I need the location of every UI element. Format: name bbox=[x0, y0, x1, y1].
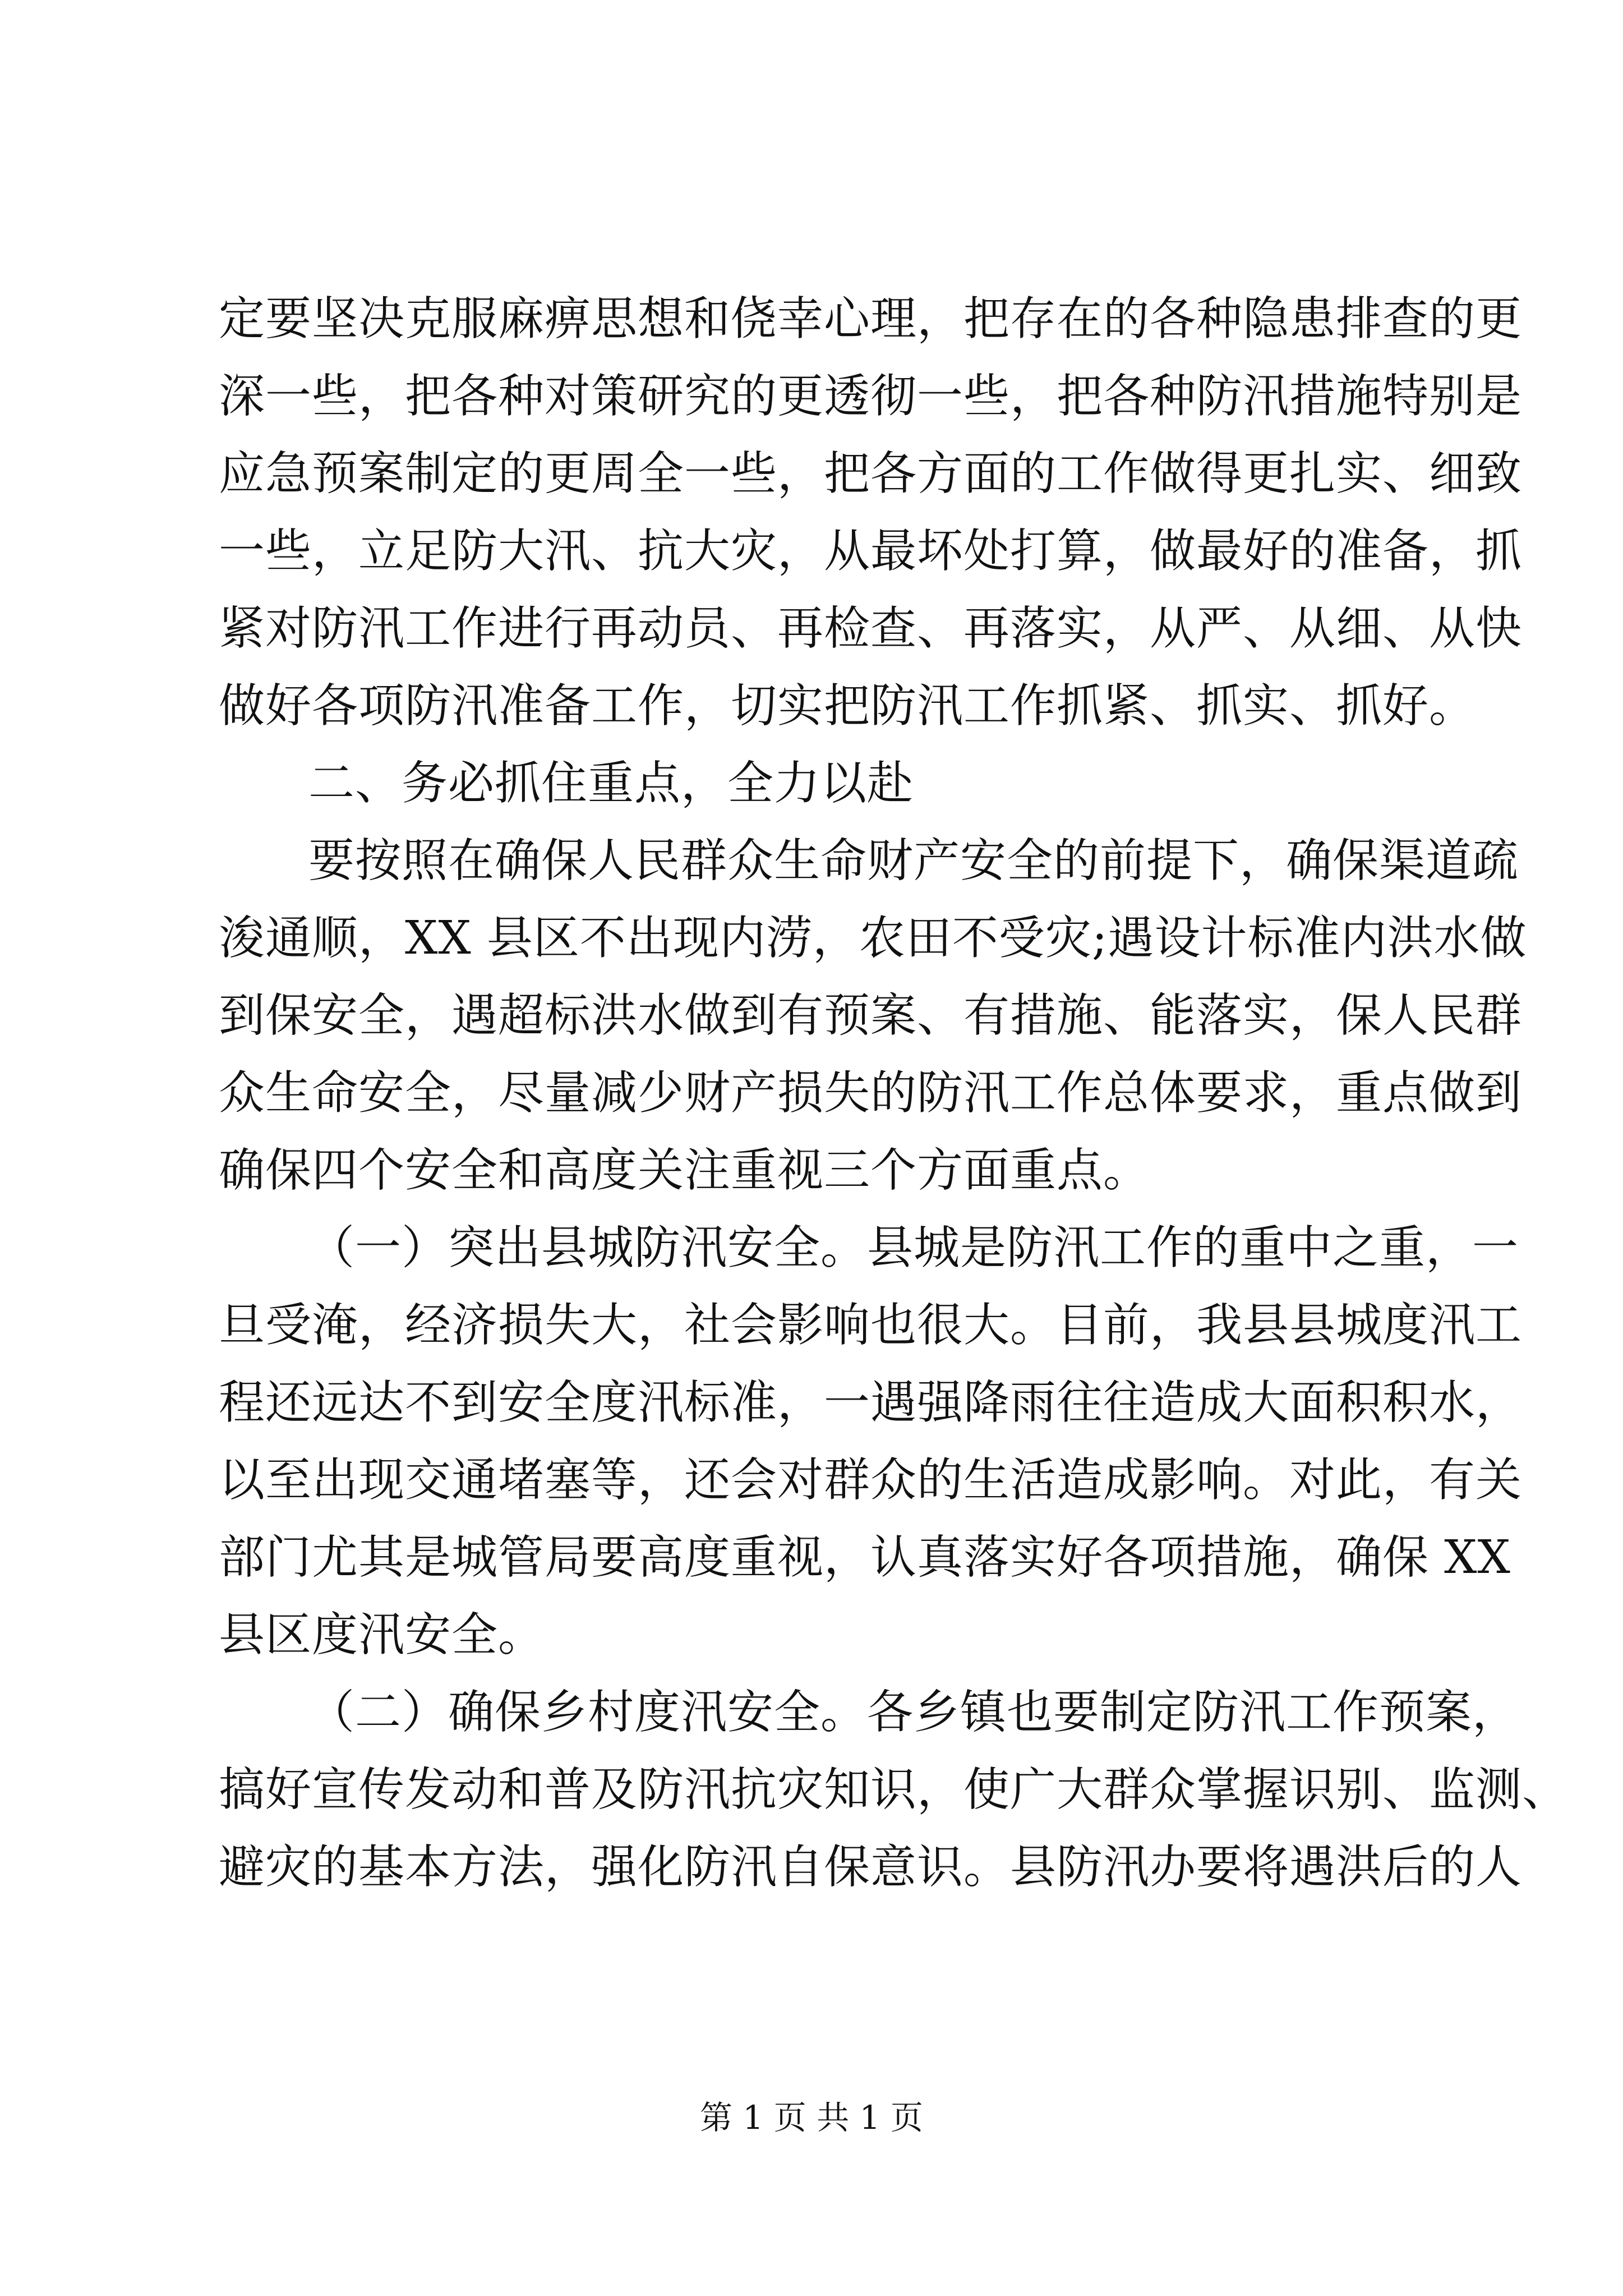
text-line: 搞好宣传发动和普及防汛抗灾知识，使广大群众掌握识别、监测、 bbox=[219, 1763, 1569, 1816]
text-line: 避灾的基本方法，强化防汛自保意识。县防汛办要将遇洪后的人 bbox=[219, 1841, 1523, 1894]
text-line: 浚通顺，XX 县区不出现内涝，农田不受灾;遇设计标准内洪水做 bbox=[219, 912, 1527, 965]
text-line: 确保四个安全和高度关注重视三个方面重点。 bbox=[219, 1144, 1150, 1197]
text-line: 紧对防汛工作进行再动员、再检查、再落实，从严、从细、从快 bbox=[219, 602, 1523, 655]
paragraph-first-line: （一）突出县城防汛安全。县城是防汛工作的重中之重，一 bbox=[308, 1221, 1519, 1274]
text-line: 应急预案制定的更周全一些，把各方面的工作做得更扎实、细致 bbox=[219, 447, 1523, 500]
text-line: 旦受淹，经济损失大，社会影响也很大。目前，我县县城度汛工 bbox=[219, 1299, 1523, 1352]
text-line: 到保安全，遇超标洪水做到有预案、有措施、能落实，保人民群 bbox=[219, 989, 1523, 1042]
text-line: 县区度汛安全。 bbox=[219, 1608, 545, 1662]
text-line: 以至出现交通堵塞等，还会对群众的生活造成影响。对此，有关 bbox=[219, 1453, 1523, 1507]
text-line: 一些，立足防大汛、抗大灾，从最坏处打算，做最好的准备，抓 bbox=[219, 524, 1523, 578]
text-line: 众生命安全，尽量减少财产损失的防汛工作总体要求，重点做到 bbox=[219, 1066, 1523, 1120]
text-line: 程还远达不到安全度汛标准，一遇强降雨往往造成大面积积水， bbox=[219, 1376, 1523, 1429]
text-line: 深一些，把各种对策研究的更透彻一些，把各种防汛措施特别是 bbox=[219, 370, 1523, 423]
paragraph-first-line: （二）确保乡村度汛安全。各乡镇也要制定防汛工作预案， bbox=[308, 1686, 1519, 1739]
text-line: 做好各项防汛准备工作，切实把防汛工作抓紧、抓实、抓好。 bbox=[219, 679, 1476, 733]
document-body bbox=[219, 280, 1569, 1906]
section-heading: 二、务必抓住重点，全力以赴 bbox=[308, 757, 914, 810]
page-footer: 第 1 页 共 1 页 bbox=[700, 2099, 923, 2137]
text-line: 定要坚决克服麻痹思想和侥幸心理，把存在的各种隐患排查的更 bbox=[219, 292, 1523, 346]
paragraph-first-line: 要按照在确保人民群众生命财产安全的前提下，确保渠道疏 bbox=[308, 834, 1519, 887]
text-line: 部门尤其是城管局要高度重视，认真落实好各项措施，确保 XX bbox=[219, 1531, 1511, 1584]
